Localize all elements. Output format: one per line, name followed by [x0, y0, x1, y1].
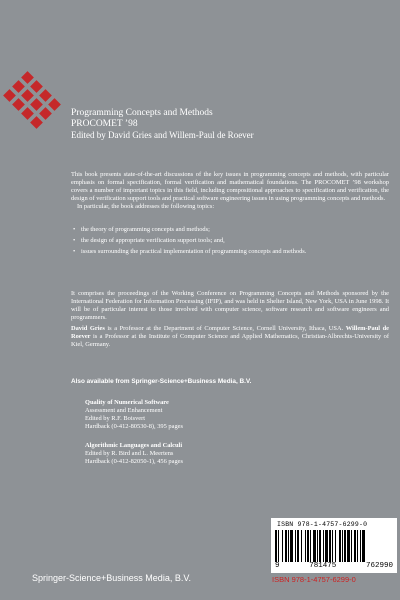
related-book-subtitle: Assessment and Enhancement	[85, 407, 163, 415]
barcode-bar	[351, 530, 352, 562]
intro-lead-in: In particular, the book addresses the following topics:	[77, 203, 215, 211]
footer-isbn: ISBN 978-1-4757-6299-0	[272, 575, 356, 584]
barcode-bar	[282, 530, 283, 562]
logo-square	[30, 116, 43, 129]
book-editors: Edited by David Gries and Willem-Paul de Roever	[71, 130, 254, 140]
barcode-bar	[307, 530, 309, 562]
barcode-bar	[275, 530, 277, 562]
logo-square	[12, 80, 25, 93]
barcode-bar	[344, 530, 346, 562]
author-bio-gries: is a Professor at the Department of Computer Science, Cornell University, Ithaca, USA.	[104, 325, 346, 332]
author-name-roever: Willem-Paul de Roever	[71, 325, 390, 341]
author-name-gries: David Gries	[71, 325, 105, 332]
book-header	[71, 108, 391, 141]
topics-list	[71, 226, 389, 259]
barcode-bar	[335, 530, 336, 562]
barcode-bar	[278, 530, 279, 562]
logo-square	[30, 98, 43, 111]
proceedings-paragraph: It comprises the proceedings of the Working Conference on Programming Concepts and Methods sponsored by the International Federation for Information Processing (IFIP), and was held in Shelter Island, New York, USA in June 1998. It will be of particular interest to those involved with computer science, software research and software engineers and programmers.	[71, 290, 389, 322]
barcode-bar	[317, 530, 318, 562]
barcode-bar	[288, 530, 289, 562]
logo-square	[21, 89, 34, 102]
book-subtitle: PROCOMET ’98	[71, 119, 138, 129]
logo-square	[39, 89, 52, 102]
author-bio-roever: is a Professor at the Institute of Computer Science and Applied Mathematics, Christian-Albrechts-University of Kiel, Germany.	[71, 333, 389, 349]
logo-square	[12, 98, 25, 111]
list-item: • the design of appropriate verification support tools; and,	[71, 237, 389, 245]
barcode-bar	[290, 530, 293, 562]
related-book-edition: Hardback (0-412-82050-1), 456 pages	[85, 458, 183, 466]
barcode-bar	[354, 530, 356, 562]
logo-square	[21, 107, 34, 120]
intro-text: This book presents state-of-the-art discussions of the key issues in programming concepts and methods, with particular emphasis on formal specification, formal verification and mathematical foundations. The PROCOMET ’98 workshop covers a number of important topics in this field, including compositional approaches to specification and verification, the design of verification support tools and practical software engineering issues in using programming concepts and methods.	[71, 171, 389, 203]
barcode-digits	[275, 562, 393, 570]
logo-square	[30, 80, 43, 93]
book-title: Programming Concepts and Methods	[71, 108, 213, 118]
barcode-bar	[325, 530, 328, 562]
author-bios	[71, 325, 389, 349]
barcode-isbn-label: ISBN 978-1-4757-6299-0	[277, 521, 368, 528]
related-book	[85, 399, 285, 431]
barcode-bar	[319, 530, 321, 562]
barcode-bar	[332, 530, 333, 562]
publisher-name: Springer-Science+Business Media, B.V.	[32, 573, 192, 583]
barcode-bar	[301, 530, 302, 562]
logo-square	[21, 71, 34, 84]
related-book-title: Algorithmic Languages and Calculi	[85, 442, 183, 449]
logo-square	[39, 107, 52, 120]
barcode-bar	[313, 530, 316, 562]
related-book-edition: Hardback (0-412-80530-8), 395 pages	[85, 423, 183, 431]
related-book-editor: Edited by R. Bird and L. Meertens	[85, 450, 174, 458]
barcode-bar	[323, 530, 324, 562]
barcode-bar	[362, 530, 365, 562]
barcode-digit-group: 762990	[365, 562, 393, 570]
related-book-title: Quality of Numerical Software	[85, 399, 169, 406]
barcode-bar	[339, 530, 341, 562]
barcode-bar	[360, 530, 361, 562]
barcode-bar	[285, 530, 287, 562]
list-item: • the theory of programming concepts and methods;	[71, 226, 389, 234]
barcode-bar	[342, 530, 343, 562]
publisher-logo-icon	[5, 73, 61, 129]
intro-paragraph	[71, 171, 389, 211]
barcode-bar	[347, 530, 350, 562]
barcode-bar	[305, 530, 306, 562]
barcode-digit-group: 781475	[309, 562, 337, 570]
related-book-editor: Edited by R.F. Boisvert	[85, 415, 146, 423]
barcode	[271, 518, 397, 573]
list-item: • issues surrounding the practical implementation of programming concepts and methods.	[71, 248, 389, 256]
barcode-bar	[357, 530, 358, 562]
related-book	[85, 442, 285, 466]
barcode-bar	[329, 530, 331, 562]
barcode-bar	[295, 530, 296, 562]
logo-square	[48, 98, 61, 111]
also-available-heading: Also available from Springer-Science+Business Media, B.V.	[71, 378, 252, 385]
barcode-bar	[310, 530, 311, 562]
barcode-bar	[297, 530, 299, 562]
barcode-bars-icon	[275, 530, 393, 562]
logo-square	[3, 89, 16, 102]
barcode-digit-group: 9	[275, 562, 280, 570]
